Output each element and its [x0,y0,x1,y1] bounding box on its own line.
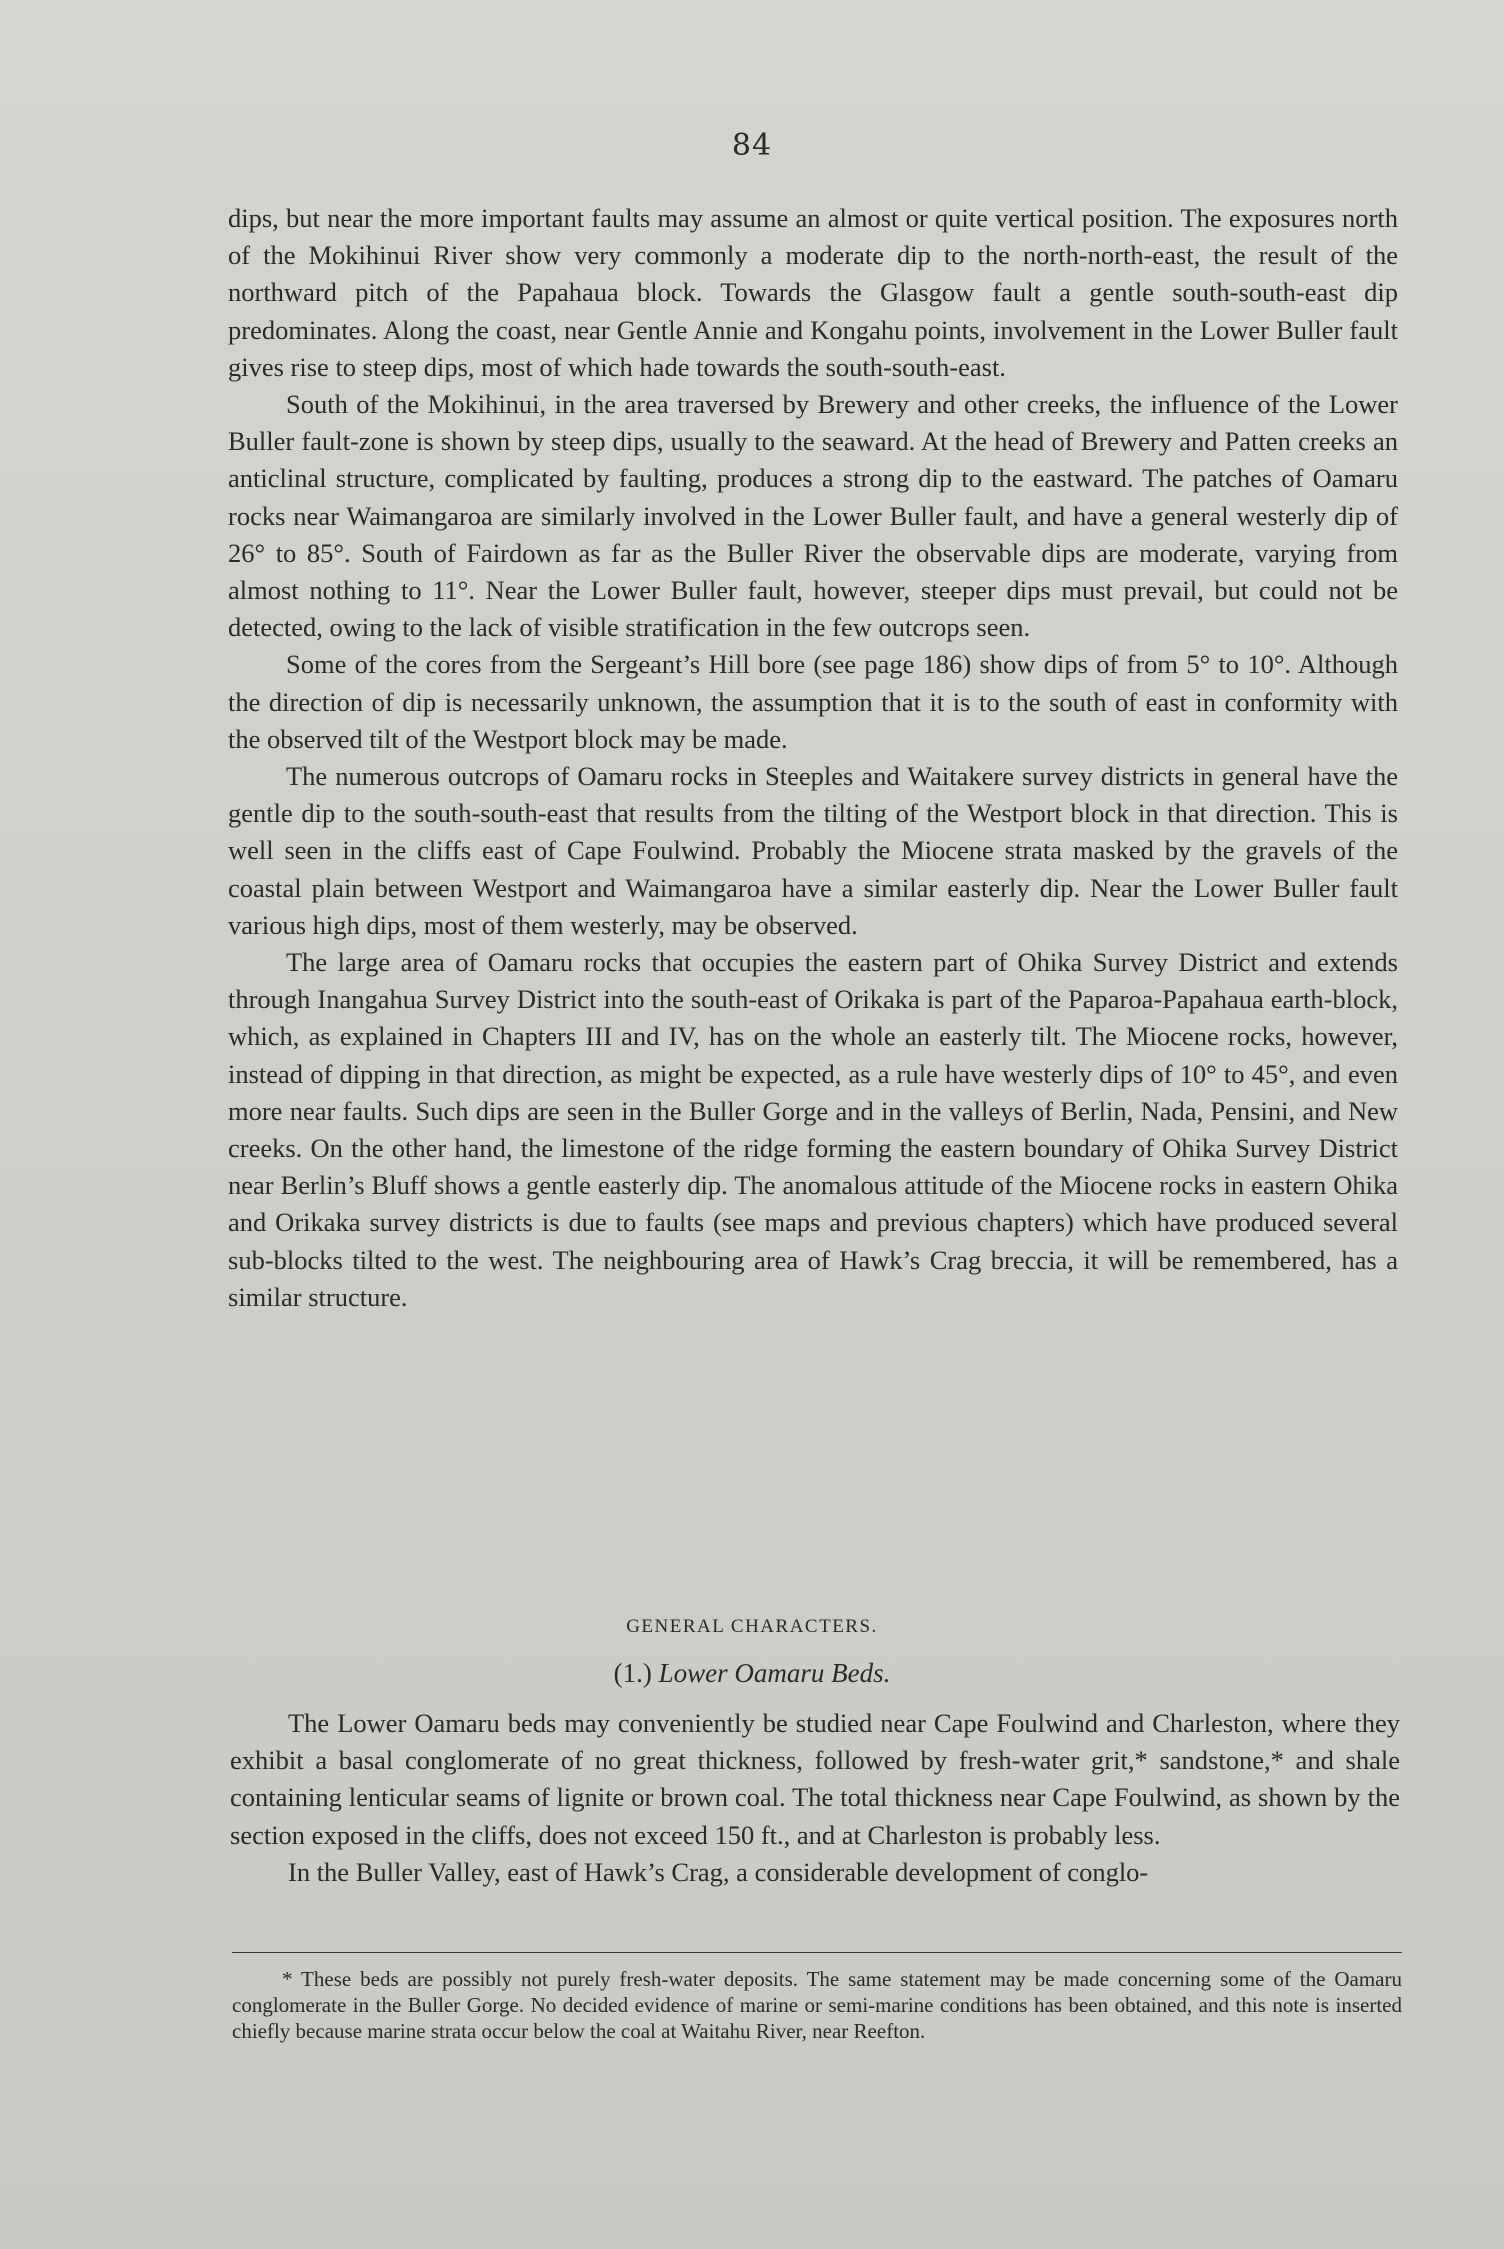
sub-heading [0,1658,1504,1689]
paragraph: In the Buller Valley, east of Hawk’s Crag, a considerable development of conglo- [288,1856,1149,1887]
footnote-divider [232,1952,1402,1953]
sub-heading-title: Lower Oamaru Beds. [658,1658,891,1688]
paragraph: The numerous outcrops of Oamaru rocks in Steeples and Waitakere survey districts in general have the gentle dip to the south-south-east that results from the tilting of the Westport block in that direction. This is well seen in the cliffs east of Cape Foulwind. Probably the Miocene strata masked by the gravels of the coastal plain between Westport and Waimangaroa have a similar easterly dip. Near the Lower Buller fault various high dips, most of them westerly, may be observed. [228,761,1398,940]
sub-heading-number: (1.) [613,1658,652,1688]
section-heading: GENERAL CHARACTERS. [626,1616,878,1637]
paragraph: The Lower Oamaru beds may conveniently be studied near Cape Foulwind and Charleston, where they exhibit a basal conglomerate of no great thickness, followed by fresh-water grit,* sandstone,* and shale containing lenticular seams of lignite or brown coal. The total thickness near Cape Foulwind, as shown by the section exposed in the cliffs, does not exceed 150 ft., and at Charleston is probably less. [230,1708,1400,1850]
section-body-text [230,1705,1400,1891]
footnote [232,1966,1402,2044]
paragraph: The large area of Oamaru rocks that occupies the eastern part of Ohika Survey District and extends through Inangahua Survey District into the south-east of Orikaka is part of the Paparoa-Papahaua earth-block, which, as explained in Chapters III and IV, has on the whole an easterly tilt. The Miocene rocks, however, instead of dipping in that direction, as might be expected, as a rule have westerly dips of 10° to 45°, and even more near faults. Such dips are seen in the Buller Gorge and in the valleys of Berlin, Nada, Pensini, and New creeks. On the other hand, the limestone of the ridge forming the eastern boundary of Ohika Survey District near Berlin’s Bluff shows a gentle easterly dip. The anomalous attitude of the Miocene rocks in eastern Ohika and Orikaka survey districts is due to faults (see maps and previous chapters) which have produced several sub-blocks tilted to the west. The neighbouring area of Hawk’s Crag breccia, it will be remembered, has a similar structure. [228,947,1398,1312]
footnote-text: * These beds are possibly not purely fresh-water deposits. The same statement may be made concerning some of the Oamaru conglomerate in the Buller Gorge. No decided evidence of marine or semi-marine conditions has been obtained, and this note is inserted chiefly because marine strata occur below the coal at Waitahu River, near Reefton. [232,1967,1402,2043]
page-number: 84 [731,128,773,163]
paragraph: dips, but near the more important faults may assume an almost or quite vertical position. The exposures north of the Mokihinui River show very commonly a moderate dip to the north-north-east, the result of the northward pitch of the Papahaua block. Towards the Glasgow fault a gentle south-south-east dip predominates. Along the coast, near Gentle Annie and Kongahu points, involvement in the Lower Buller fault gives rise to steep dips, most of which hade towards the south-south-east. [228,203,1398,382]
paragraph: South of the Mokihinui, in the area traversed by Brewery and other creeks, the influence of the Lower Buller fault-zone is shown by steep dips, usually to the seaward. At the head of Brewery and Patten creeks an anticlinal structure, complicated by faulting, produces a strong dip to the eastward. The patches of Oamaru rocks near Waimangaroa are similarly involved in the Lower Buller fault, and have a general westerly dip of 26° to 85°. South of Fairdown as far as the Buller River the observable dips are moderate, varying from almost nothing to 11°. Near the Lower Buller fault, however, steeper dips must prevail, but could not be detected, owing to the lack of visible stratification in the few outcrops seen. [228,389,1398,643]
paragraph: Some of the cores from the Sergeant’s Hill bore (see page 186) show dips of from 5° to 10°. Although the direction of dip is necessarily unknown, the assumption that it is to the south of east in conformity with the observed tilt of the Westport block may be made. [228,649,1398,754]
body-text [228,200,1398,1316]
